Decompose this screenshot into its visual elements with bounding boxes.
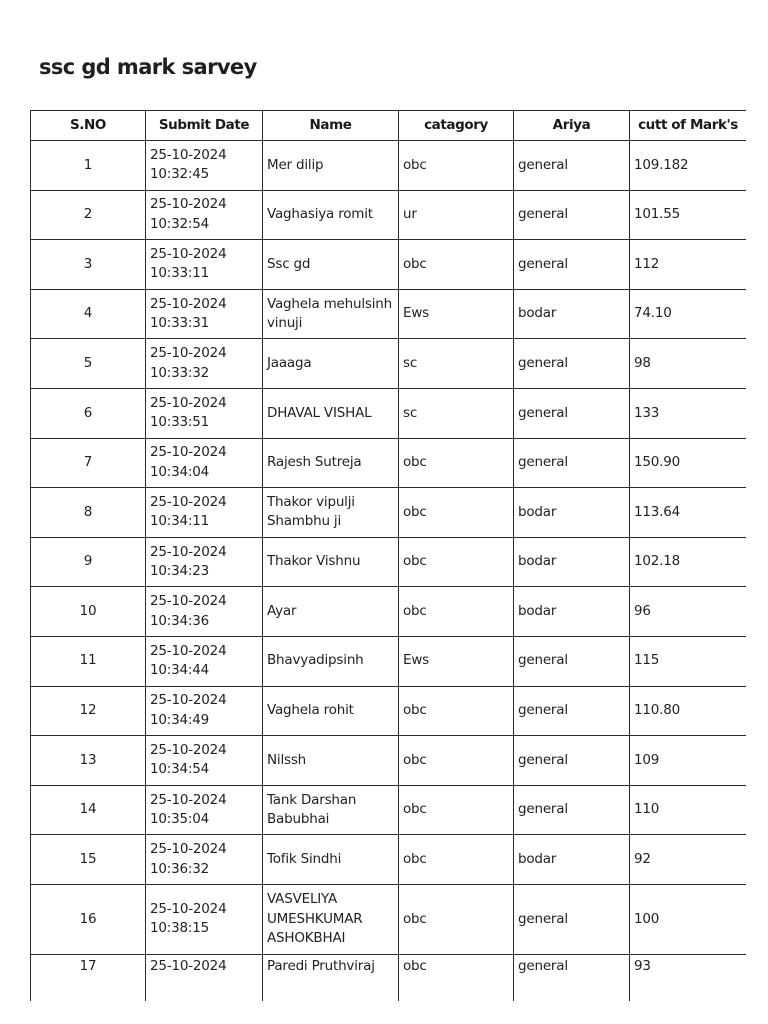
table-row [31,954,747,1001]
submit-date-time: 10:33:31 [150,315,210,332]
cell-submit-date [146,587,263,637]
cell-sno: 3 [31,240,146,290]
table-row [31,141,747,191]
submit-date-day: 25-10-2024 [150,444,227,461]
cell-sno: 16 [31,884,146,954]
submit-date-day: 25-10-2024 [150,543,227,560]
submit-date-day: 25-10-2024 [150,345,227,362]
cell-area: bodar [514,537,630,587]
table-row [31,587,747,637]
table-row [31,636,747,686]
cell-category: obc [399,835,514,885]
cell-submit-date [146,736,263,786]
cell-sno: 13 [31,736,146,786]
cell-name: Vaghasiya romit [263,190,399,240]
submit-date-day: 25-10-2024 [150,692,227,709]
cell-area: general [514,636,630,686]
cell-submit-date [146,488,263,538]
cell-area: general [514,339,630,389]
table-row [31,240,747,290]
cell-cutoff-marks: 133 [630,388,747,438]
cell-cutoff-marks: 110 [630,785,747,835]
cell-category: obc [399,686,514,736]
submit-date-day: 25-10-2024 [150,295,227,312]
cell-sno: 11 [31,636,146,686]
cell-name: Jaaaga [263,339,399,389]
cell-name: DHAVAL VISHAL [263,388,399,438]
cell-name: Rajesh Sutreja [263,438,399,488]
cell-area: bodar [514,289,630,339]
table-row [31,190,747,240]
submit-date-day: 25-10-2024 [150,900,227,917]
cell-category: obc [399,785,514,835]
submit-date-time: 10:34:04 [150,463,210,480]
cell-submit-date [146,388,263,438]
cell-name: Ssc gd [263,240,399,290]
cell-category: obc [399,141,514,191]
cell-category: sc [399,339,514,389]
cell-area: bodar [514,488,630,538]
submit-date-day: 25-10-2024 [150,741,227,758]
cell-cutoff-marks: 100 [630,884,747,954]
submit-date-day: 25-10-2024 [150,146,227,163]
cell-submit-date [146,537,263,587]
cell-category: obc [399,438,514,488]
header-sno: S.NO [31,111,146,141]
cell-name: Mer dilip [263,141,399,191]
submit-date-time: 10:38:15 [150,920,210,937]
cell-category: obc [399,884,514,954]
cell-name: Thakor vipulji Shambhu ji [263,488,399,538]
cell-category: ur [399,190,514,240]
submit-date-time: 10:34:36 [150,612,210,629]
cell-area: general [514,736,630,786]
marks-table [30,110,746,1001]
cell-submit-date [146,954,263,1001]
table-row [31,289,747,339]
table-header-row [31,111,747,141]
submit-date-time: 10:35:04 [150,811,210,828]
cell-submit-date [146,339,263,389]
table-row [31,785,747,835]
submit-date-day: 25-10-2024 [150,791,227,808]
submit-date-day: 25-10-2024 [150,493,227,510]
cell-cutoff-marks: 74.10 [630,289,747,339]
cell-name: Tank Darshan Babubhai [263,785,399,835]
cell-name: Vaghela rohit [263,686,399,736]
submit-date-time: 10:32:54 [150,215,210,232]
cell-sno: 6 [31,388,146,438]
cell-area: general [514,686,630,736]
cell-submit-date [146,884,263,954]
cell-area: general [514,190,630,240]
cell-cutoff-marks: 112 [630,240,747,290]
table-row [31,339,747,389]
header-submit-date: Submit Date [146,111,263,141]
table-row [31,835,747,885]
submit-date-time: 10:33:51 [150,414,210,431]
submit-date-time: 10:34:44 [150,662,210,679]
cell-cutoff-marks: 98 [630,339,747,389]
cell-area: general [514,141,630,191]
cell-submit-date [146,438,263,488]
submit-date-time: 10:33:11 [150,265,210,282]
cell-sno: 14 [31,785,146,835]
submit-date-day: 25-10-2024 [150,196,227,213]
cell-name: Bhavyadipsinh [263,636,399,686]
cell-area: general [514,240,630,290]
cell-area: bodar [514,587,630,637]
cell-name: Tofik Sindhi [263,835,399,885]
cell-area: bodar [514,835,630,885]
table-row [31,884,747,954]
cell-sno: 5 [31,339,146,389]
cell-cutoff-marks: 92 [630,835,747,885]
cell-submit-date [146,289,263,339]
cell-submit-date [146,141,263,191]
cell-sno: 9 [31,537,146,587]
header-area: Ariya [514,111,630,141]
cell-area: general [514,954,630,1001]
cell-area: general [514,884,630,954]
cell-category: sc [399,388,514,438]
header-category: catagory [399,111,514,141]
cell-cutoff-marks: 101.55 [630,190,747,240]
cell-category: obc [399,736,514,786]
submit-date-day: 25-10-2024 [150,394,227,411]
cell-sno: 8 [31,488,146,538]
cell-sno: 4 [31,289,146,339]
cell-sno: 7 [31,438,146,488]
cell-sno: 10 [31,587,146,637]
submit-date-day: 25-10-2024 [150,957,227,974]
cell-submit-date [146,686,263,736]
submit-date-time: 10:34:54 [150,761,210,778]
table-body [31,141,747,1002]
cell-sno: 12 [31,686,146,736]
cell-sno: 17 [31,954,146,1001]
cell-cutoff-marks: 113.64 [630,488,747,538]
cell-cutoff-marks: 96 [630,587,747,637]
cell-sno: 1 [31,141,146,191]
cell-name: Ayar [263,587,399,637]
table-row [31,686,747,736]
table-row [31,736,747,786]
submit-date-time: 10:33:32 [150,364,210,381]
cell-name: VASVELIYA UMESHKUMAR ASHOKBHAI [263,884,399,954]
cell-area: general [514,438,630,488]
submit-date-time: 10:36:32 [150,860,210,877]
cell-category: obc [399,954,514,1001]
cell-cutoff-marks: 115 [630,636,747,686]
submit-date-day: 25-10-2024 [150,642,227,659]
cell-name: Nilssh [263,736,399,786]
submit-date-time: 10:34:49 [150,711,210,728]
submit-date-time: 10:32:45 [150,166,210,183]
cell-submit-date [146,636,263,686]
table-row [31,388,747,438]
cell-category: Ews [399,289,514,339]
submit-date-day: 25-10-2024 [150,841,227,858]
page-title: ssc gd mark sarvey [39,55,257,79]
cell-cutoff-marks: 110.80 [630,686,747,736]
cell-submit-date [146,835,263,885]
table-container [30,110,746,1001]
cell-category: obc [399,537,514,587]
table-row [31,438,747,488]
submit-date-day: 25-10-2024 [150,245,227,262]
cell-sno: 15 [31,835,146,885]
cell-name: Paredi Pruthviraj [263,954,399,1001]
cell-category: obc [399,240,514,290]
cell-name: Thakor Vishnu [263,537,399,587]
table-row [31,488,747,538]
header-name: Name [263,111,399,141]
header-cutoff-marks: cutt of Mark's [630,111,747,141]
table-row [31,537,747,587]
cell-name: Vaghela mehulsinh vinuji [263,289,399,339]
cell-cutoff-marks: 109 [630,736,747,786]
cell-cutoff-marks: 93 [630,954,747,1001]
cell-cutoff-marks: 109.182 [630,141,747,191]
submit-date-time: 10:34:11 [150,513,210,530]
cell-cutoff-marks: 150.90 [630,438,747,488]
cell-submit-date [146,785,263,835]
cell-sno: 2 [31,190,146,240]
cell-area: general [514,388,630,438]
submit-date-time: 10:34:23 [150,563,210,580]
cell-area: general [514,785,630,835]
cell-cutoff-marks: 102.18 [630,537,747,587]
submit-date-day: 25-10-2024 [150,593,227,610]
cell-submit-date [146,190,263,240]
cell-category: Ews [399,636,514,686]
cell-category: obc [399,587,514,637]
cell-submit-date [146,240,263,290]
cell-category: obc [399,488,514,538]
